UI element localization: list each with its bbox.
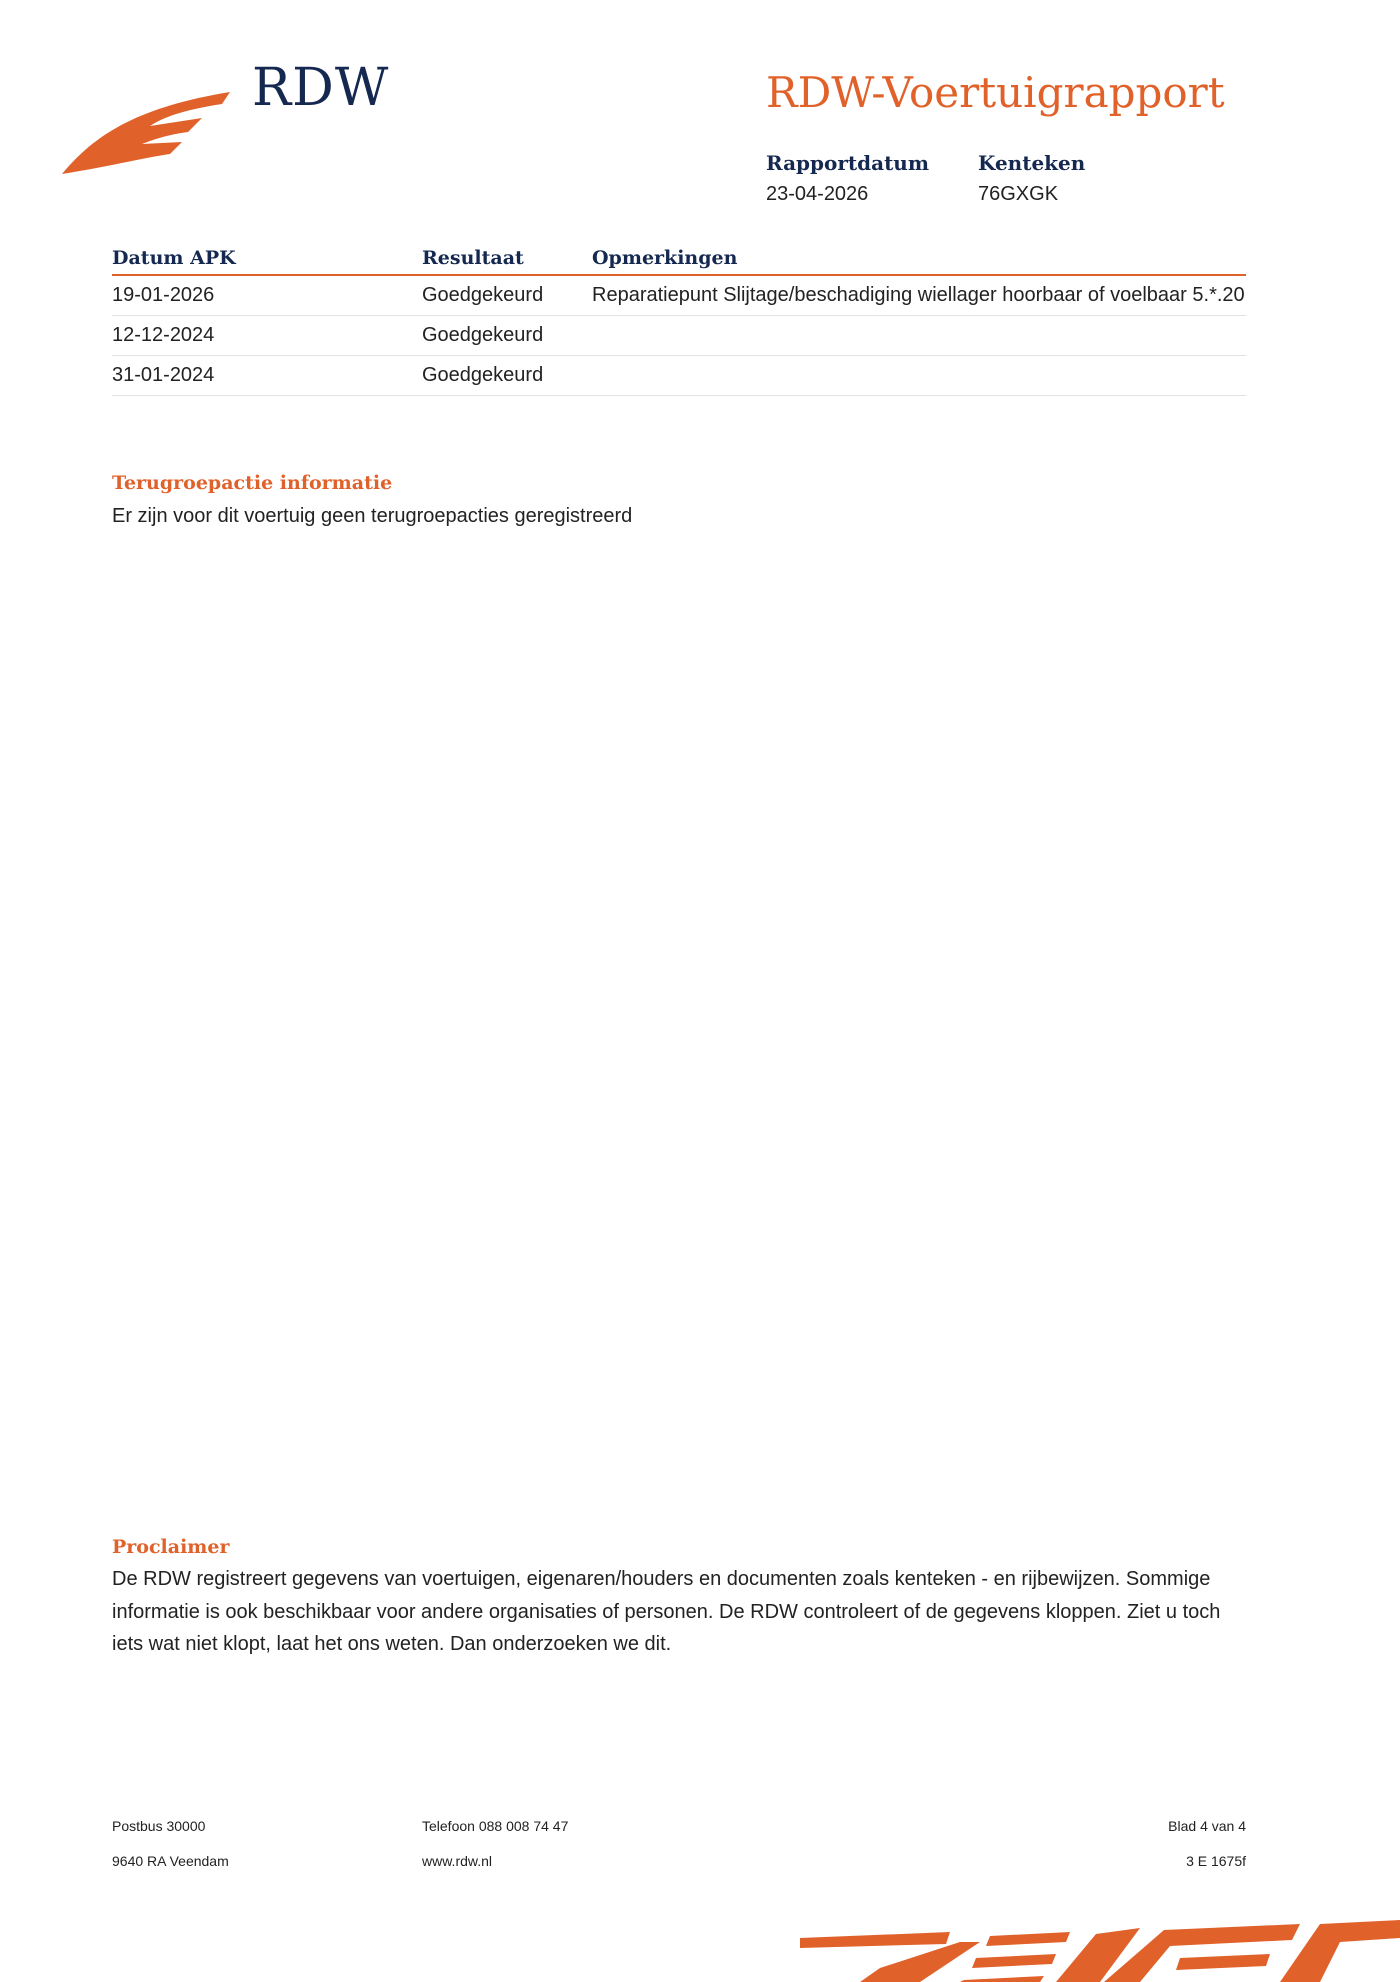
column-header-opmerkingen: Opmerkingen: [592, 247, 1246, 275]
rapportdatum-value: 23-04-2026: [766, 183, 869, 205]
table-row: [112, 356, 1246, 396]
table-header-row: [112, 247, 1246, 275]
kenteken-value: 76GXGK: [978, 183, 1059, 205]
cell-resultaat: Goedgekeurd: [422, 316, 592, 356]
footer-website-link[interactable]: www.rdw.nl: [422, 1853, 493, 1869]
table-row: [112, 275, 1246, 316]
cell-datum: 31-01-2024: [112, 356, 422, 396]
recall-section-title: Terugroepactie informatie: [112, 472, 393, 494]
proclaimer-text: De RDW registreert gegevens van voertuigen, eigenaren/houders en documenten zoals kenteken - en rijbewijzen. Sommige informatie is ook beschikbaar voor andere organisaties of personen. De RDW controleert of de gegevens kloppen. Ziet u toch iets wat niet klopt, laat het ons weten. Dan onderzoeken we dit.: [112, 1568, 1221, 1655]
cell-datum: 19-01-2026: [112, 275, 422, 316]
footer-address-line2: 9640 RA Veendam: [112, 1853, 229, 1869]
column-header-datum: Datum APK: [112, 247, 422, 275]
kenteken-label: Kenteken: [978, 151, 1086, 175]
logo-text: RDW: [252, 58, 390, 118]
footer-phone: Telefoon 088 008 74 47: [422, 1818, 569, 1834]
cell-datum: 12-12-2024: [112, 316, 422, 356]
footer-address-line1: Postbus 30000: [112, 1818, 206, 1834]
cell-resultaat: Goedgekeurd: [422, 275, 592, 316]
proclaimer-title: Proclaimer: [112, 1536, 230, 1558]
document-title: RDW-Voertuigrapport: [766, 68, 1225, 117]
cell-opmerkingen: [592, 356, 1246, 396]
cell-opmerkingen: Reparatiepunt Slijtage/beschadiging wiellager hoorbaar of voelbaar 5.*.20: [592, 275, 1246, 316]
cell-opmerkingen: [592, 316, 1246, 356]
road-stripes-icon: [800, 1918, 1400, 1982]
column-header-resultaat: Resultaat: [422, 247, 592, 275]
apk-history-table: [112, 247, 1246, 396]
cell-resultaat: Goedgekeurd: [422, 356, 592, 396]
footer-document-code: 3 E 1675f: [1186, 1853, 1246, 1869]
rdw-road-logo-icon: [62, 88, 232, 178]
table-row: [112, 316, 1246, 356]
footer-page-number: Blad 4 van 4: [1168, 1818, 1246, 1834]
rapportdatum-label: Rapportdatum: [766, 151, 930, 175]
recall-text: Er zijn voor dit voertuig geen terugroepacties geregistreerd: [112, 505, 633, 527]
